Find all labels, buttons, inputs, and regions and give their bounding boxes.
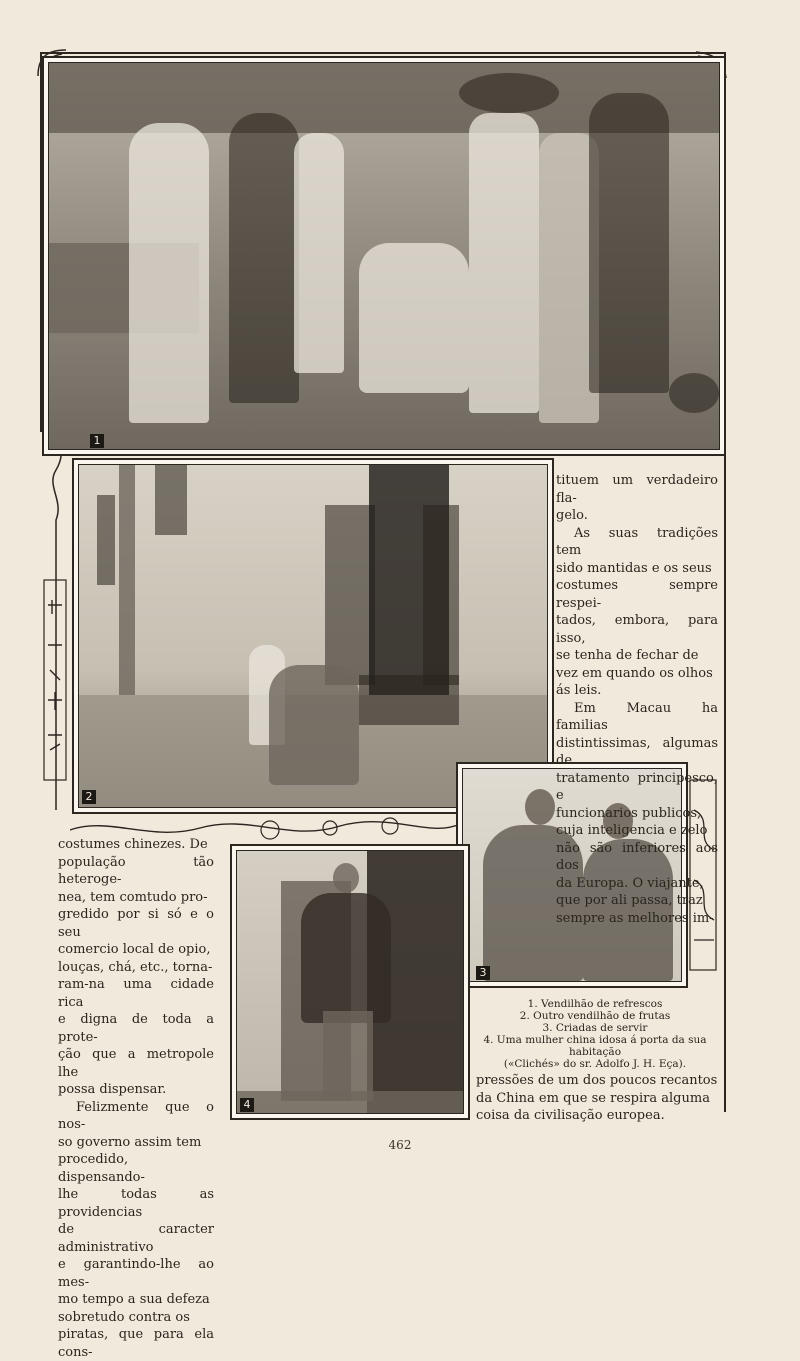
ornament-left-vertical-banner — [38, 430, 74, 830]
photo-1-frame — [42, 56, 726, 456]
bottom-right-text: pressões de um dos poucos recantos da China em que se respira alguma coisa da civilisação europea. — [476, 1073, 718, 1123]
photo-2-frame — [72, 458, 554, 814]
photo-2-number: 2 — [82, 790, 96, 804]
photo-4-number: 4 — [240, 1098, 254, 1112]
photo-3-number: 3 — [476, 966, 490, 980]
photo-4-elderly-woman — [236, 850, 464, 1114]
right-column-text: tituem um verdadeiro fla- gelo. As suas tradições tem sido mantidas e os seus costumes sempre respei- tados, embora, para isso, se tenha de fechar de vez em quando os olhos ás leis. Em Macau ha familias distintissimas, algumas de tratamento principesco, e funcionarios publicos, cuja inteligencia e zelo não são inferiores aos dos da Europa. O viajante, que por ali passa, traz sempre as melhores im- — [556, 473, 718, 926]
photo-1-street-vendors — [48, 62, 720, 450]
photo-2-fruit-vendor — [78, 464, 548, 808]
border-top-rule — [40, 52, 726, 54]
photo-1-number: 1 — [90, 434, 104, 448]
left-column-text: costumes chinezes. De população tão heteroge- nea, tem comtudo pro- gredido por si só e o seu comercio local de opio, louças, chá, etc., torna- ram-na uma cidade rica e digna de toda a prote- ção que a metropole lhe possa dispensar. Felizmente que o nos- so governo assim tem procedido, dispensando- lhe todas as providencias de caracter administrativo e garantindo-lhe ao mes- mo tempo a sua defeza sobretudo contra os piratas, que para ela cons- — [58, 837, 214, 1360]
photo-captions: 1. Vendilhão de refrescos 2. Outro vendilhão de frutas 3. Criadas de servir 4. Uma mulher china idosa á porta da sua habitação («Clichés» do sr. Adolfo J. H. Eça). — [483, 998, 707, 1070]
page-number: 462 — [388, 1138, 412, 1152]
photo-4-frame — [230, 844, 470, 1120]
